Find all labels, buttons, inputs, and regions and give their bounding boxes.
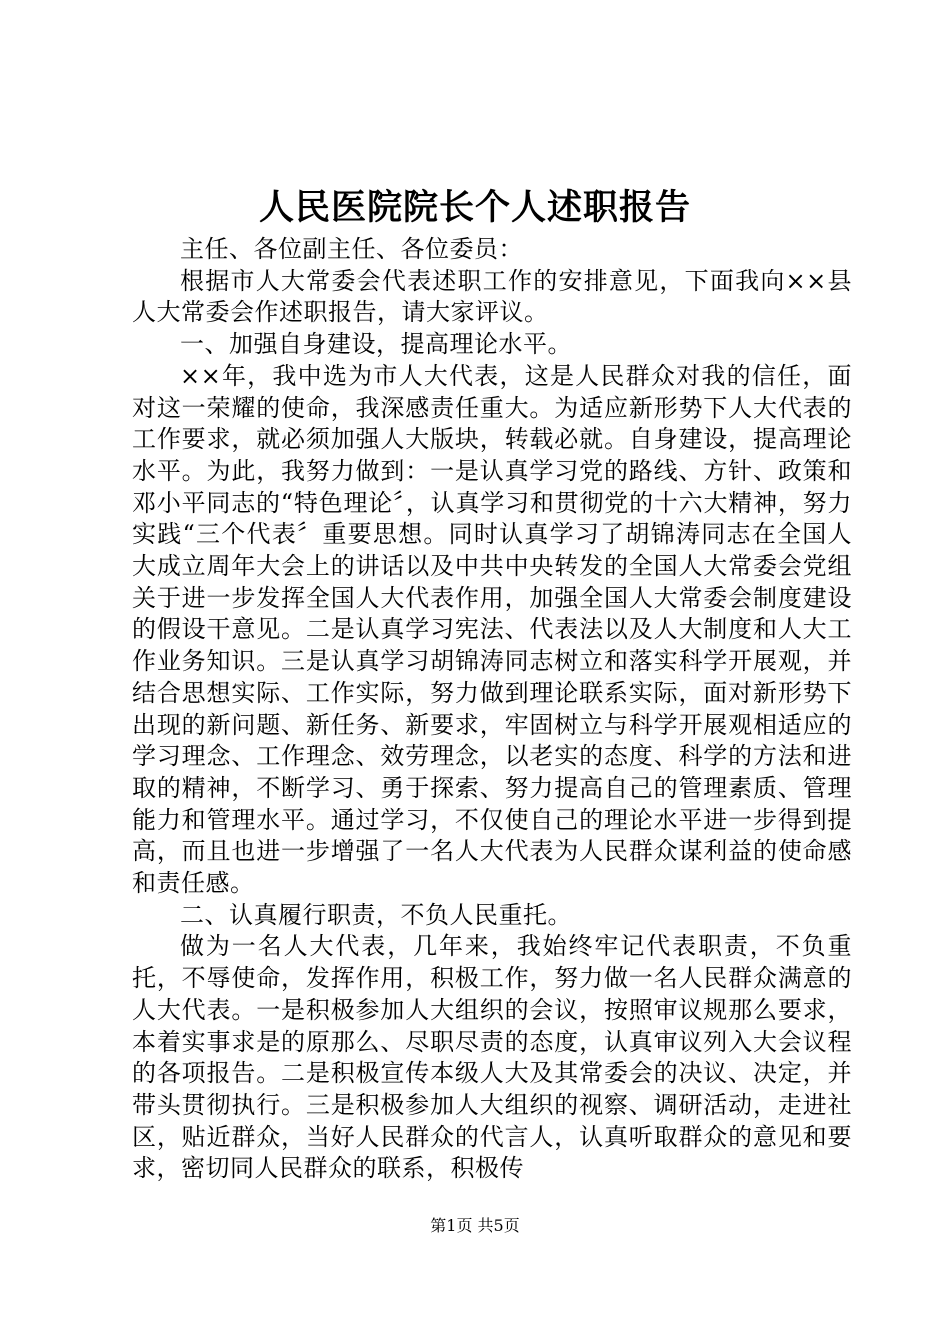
document-body [132, 234, 852, 1185]
salutation-paragraph: 主任、各位副主任、各位委员： [180, 235, 523, 263]
document-title: 人民医院院长个人述职报告 [258, 187, 691, 228]
page-number-footer: 第1页 共5页 [430, 1216, 520, 1235]
section-body-2: 做为一名人大代表，几年来，我始终牢记代表职责，不负重托，不辱使命，发挥作用，积极工作，努力做一名人民群众满意的人大代表。一是积极参加人大组织的会议，按照审议规那么要求，本着实事求是的原那么、尽职尽责的态度，认真审议列入大会议程的各项报告。二是积极宣传本级人大及其常委会的决议、决定，并带头贯彻执行。三是积极参加人大组织的视察、调研活动，走进社区，贴近群众，当好人民群众的代言人，认真听取群众的意见和要求，密切同人民群众的联系，积极传 [132, 932, 852, 1183]
section-body-1: ××年，我中选为市人大代表，这是人民群众对我的信任，面对这一荣耀的使命，我深感责任重大。为适应新形势下人大代表的工作要求，就必须加强人大版块，转载必就。自身建设，提高理论水平。为此，我努力做到：一是认真学习党的路线、方针、政策和邓小平同志的“特色理论〞，认真学习和贯彻党的十六大精神，努力实践“三个代表〞重要思想。同时认真学习了胡锦涛同志在全国人大成立周年大会上的讲话以及中共中央转发的全国人大常委会党组关于进一步发挥全国人大代表作用，加强全国人大常委会制度建设的假设干意见。二是认真学习宪法、代表法以及人大制度和人大工作业务知识。三是认真学习胡锦涛同志树立和落实科学开展观，并结合思想实际、工作实际，努力做到理论联系实际，面对新形势下出现的新问题、新任务、新要求，牢固树立与科学开展观相适应的学习理念、工作理念、效劳理念，以老实的态度、科学的方法和进取的精神，不断学习、勇于探索、努力提高自己的管理素质、管理能力和管理水平。通过学习，不仅使自己的理论水平进一步得到提高，而且也进一步增强了一名人大代表为人民群众谋利益的使命感和责任感。 [132, 361, 852, 898]
section-heading-1: 一、加强自身建设，提高理论水平。 [180, 330, 572, 359]
intro-paragraph: 根据市人大常委会代表述职工作的安排意见，下面我向××县人大常委会作述职报告，请大家评议。 [132, 266, 852, 327]
section-heading-2: 二、认真履行职责，不负人民重托。 [180, 900, 572, 929]
